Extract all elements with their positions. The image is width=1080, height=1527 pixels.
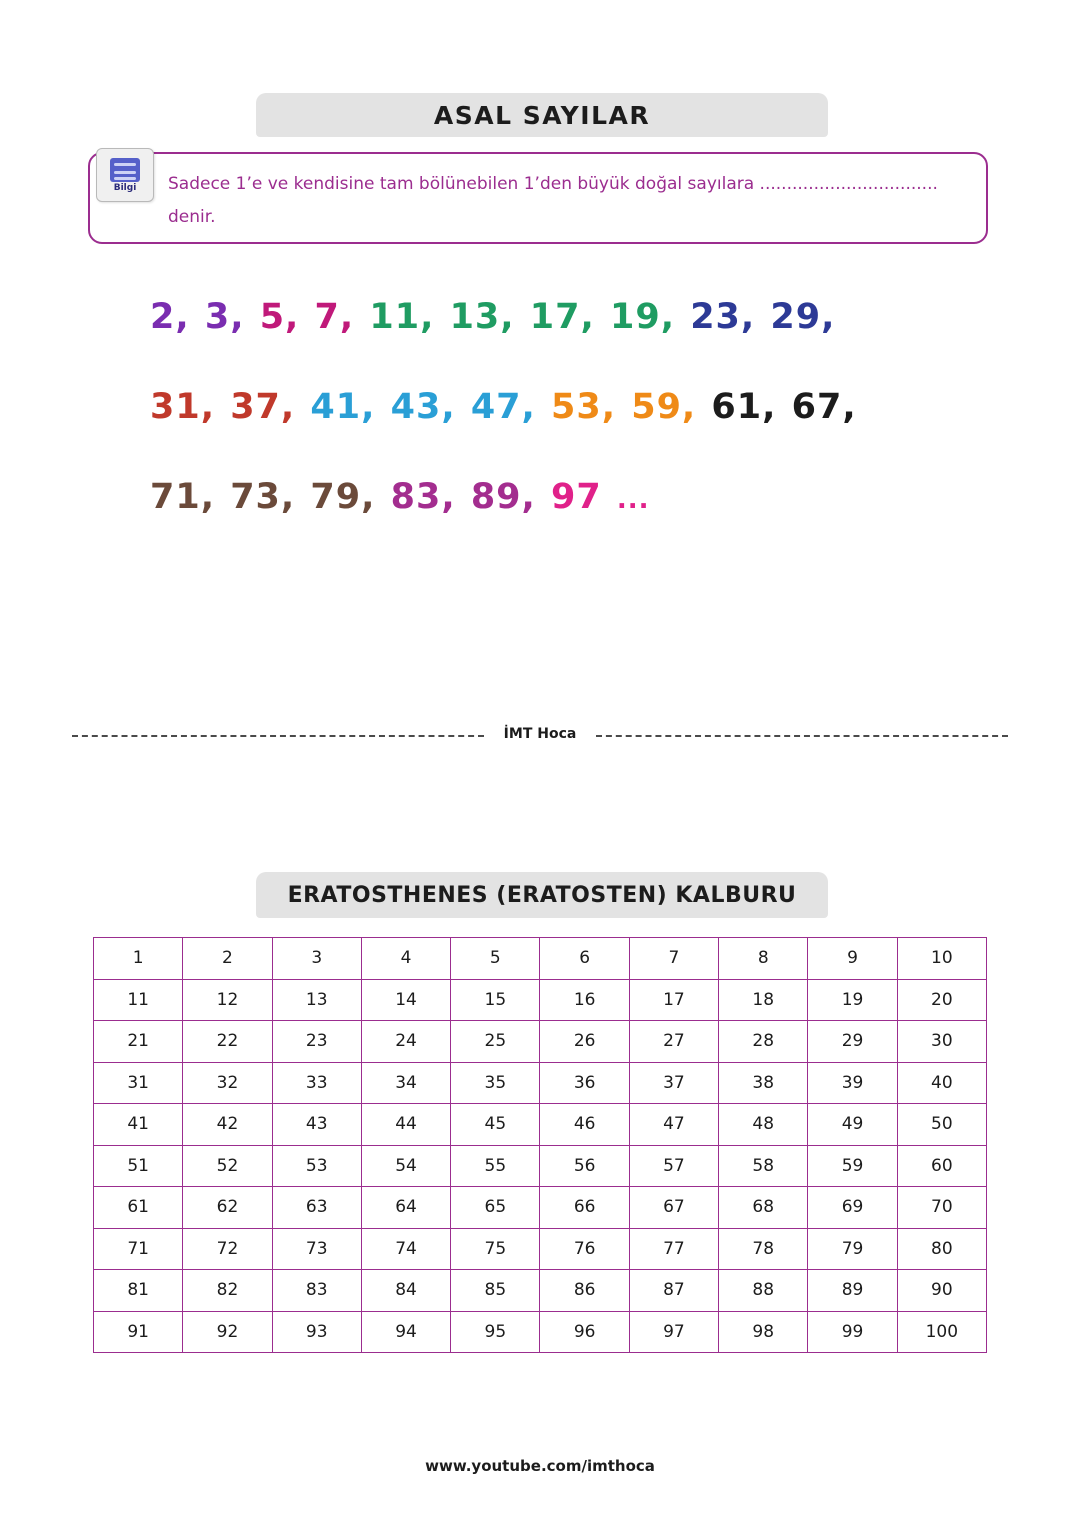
grid-cell[interactable]: 49: [808, 1104, 897, 1146]
grid-cell[interactable]: 56: [540, 1145, 629, 1187]
grid-cell[interactable]: 83: [272, 1270, 361, 1312]
grid-cell[interactable]: 90: [897, 1270, 986, 1312]
grid-cell[interactable]: 33: [272, 1062, 361, 1104]
info-box: [88, 152, 988, 244]
grid-cell[interactable]: 52: [183, 1145, 272, 1187]
grid-cell[interactable]: 28: [719, 1021, 808, 1063]
grid-cell[interactable]: 19: [808, 979, 897, 1021]
grid-cell[interactable]: 48: [719, 1104, 808, 1146]
grid-cell[interactable]: 68: [719, 1187, 808, 1229]
grid-cell[interactable]: 14: [361, 979, 450, 1021]
grid-cell[interactable]: 37: [629, 1062, 718, 1104]
grid-cell[interactable]: 99: [808, 1311, 897, 1353]
grid-cell[interactable]: 92: [183, 1311, 272, 1353]
grid-cell[interactable]: 87: [629, 1270, 718, 1312]
grid-cell[interactable]: 79: [808, 1228, 897, 1270]
grid-cell[interactable]: 34: [361, 1062, 450, 1104]
grid-cell[interactable]: 35: [451, 1062, 540, 1104]
grid-cell[interactable]: 97: [629, 1311, 718, 1353]
grid-cell[interactable]: 80: [897, 1228, 986, 1270]
prime-item: 37,: [230, 387, 296, 427]
grid-cell[interactable]: 70: [897, 1187, 986, 1229]
grid-cell[interactable]: 18: [719, 979, 808, 1021]
table-row: [94, 1228, 987, 1270]
grid-cell[interactable]: 76: [540, 1228, 629, 1270]
grid-cell[interactable]: 47: [629, 1104, 718, 1146]
grid-cell[interactable]: 59: [808, 1145, 897, 1187]
grid-cell[interactable]: 27: [629, 1021, 718, 1063]
grid-cell[interactable]: 57: [629, 1145, 718, 1187]
book-glyph: [110, 158, 140, 182]
grid-cell[interactable]: 63: [272, 1187, 361, 1229]
prime-line-2: [150, 362, 950, 452]
grid-cell[interactable]: 55: [451, 1145, 540, 1187]
grid-cell[interactable]: 21: [94, 1021, 183, 1063]
prime-item: 7,: [314, 297, 355, 337]
grid-cell[interactable]: 30: [897, 1021, 986, 1063]
prime-item: 29,: [770, 297, 836, 337]
sieve-title: ERATOSTHENES (ERATOSTEN) KALBURU: [287, 882, 797, 908]
grid-cell[interactable]: 43: [272, 1104, 361, 1146]
grid-cell[interactable]: 23: [272, 1021, 361, 1063]
grid-cell[interactable]: 26: [540, 1021, 629, 1063]
grid-cell[interactable]: 95: [451, 1311, 540, 1353]
table-row: [94, 938, 987, 980]
grid-cell[interactable]: 91: [94, 1311, 183, 1353]
grid-cell[interactable]: 96: [540, 1311, 629, 1353]
grid-cell[interactable]: 98: [719, 1311, 808, 1353]
grid-cell[interactable]: 50: [897, 1104, 986, 1146]
divider-line-right: [596, 735, 1008, 737]
grid-cell[interactable]: 22: [183, 1021, 272, 1063]
grid-cell[interactable]: 84: [361, 1270, 450, 1312]
grid-cell[interactable]: 66: [540, 1187, 629, 1229]
prime-item: 2,: [150, 297, 190, 337]
prime-item: 31,: [150, 387, 216, 427]
info-text: Sadece 1’e ve kendisine tam bölünebilen 1’den büyük doğal sayılara ................................. denir.: [168, 174, 938, 227]
grid-cell[interactable]: 71: [94, 1228, 183, 1270]
section-divider: [72, 726, 1008, 746]
page-title: ASAL SAYILAR: [433, 100, 651, 130]
grid-cell[interactable]: 12: [183, 979, 272, 1021]
sieve-grid-wrapper: [93, 937, 987, 1353]
grid-cell[interactable]: 2: [183, 938, 272, 980]
prime-item: 71,: [150, 477, 216, 517]
prime-item: 11,: [369, 297, 435, 337]
prime-item: 19,: [609, 297, 675, 337]
grid-cell[interactable]: 65: [451, 1187, 540, 1229]
prime-line-1: [150, 272, 950, 362]
prime-item: ...: [616, 485, 650, 515]
prime-item: 83,: [390, 477, 456, 517]
info-book-icon: [96, 148, 154, 202]
prime-item: 89,: [470, 477, 536, 517]
table-row: [94, 1311, 987, 1353]
table-row: [94, 1104, 987, 1146]
prime-number-list: [150, 272, 950, 545]
grid-cell[interactable]: 36: [540, 1062, 629, 1104]
prime-item: 79,: [310, 477, 376, 517]
grid-cell[interactable]: 64: [361, 1187, 450, 1229]
grid-cell[interactable]: 74: [361, 1228, 450, 1270]
grid-cell[interactable]: 40: [897, 1062, 986, 1104]
grid-cell[interactable]: 54: [361, 1145, 450, 1187]
grid-cell[interactable]: 73: [272, 1228, 361, 1270]
grid-cell[interactable]: 81: [94, 1270, 183, 1312]
prime-item: 73,: [230, 477, 296, 517]
grid-cell[interactable]: 42: [183, 1104, 272, 1146]
grid-cell[interactable]: 38: [719, 1062, 808, 1104]
grid-cell[interactable]: 85: [451, 1270, 540, 1312]
grid-cell[interactable]: 24: [361, 1021, 450, 1063]
grid-cell[interactable]: 100: [897, 1311, 986, 1353]
grid-cell[interactable]: 53: [272, 1145, 361, 1187]
prime-item: 61,: [711, 387, 777, 427]
table-row: [94, 1187, 987, 1229]
grid-cell[interactable]: 45: [451, 1104, 540, 1146]
grid-cell[interactable]: 31: [94, 1062, 183, 1104]
table-row: [94, 1021, 987, 1063]
grid-cell[interactable]: 3: [272, 938, 361, 980]
grid-cell[interactable]: 20: [897, 979, 986, 1021]
grid-cell[interactable]: 9: [808, 938, 897, 980]
prime-item: 5,: [259, 297, 300, 337]
table-row: [94, 1145, 987, 1187]
grid-cell[interactable]: 75: [451, 1228, 540, 1270]
sieve-title-banner: [256, 872, 828, 918]
grid-cell[interactable]: 6: [540, 938, 629, 980]
grid-cell[interactable]: 32: [183, 1062, 272, 1104]
sieve-number-grid: [93, 937, 987, 1353]
grid-cell[interactable]: 77: [629, 1228, 718, 1270]
grid-cell[interactable]: 82: [183, 1270, 272, 1312]
grid-cell[interactable]: 58: [719, 1145, 808, 1187]
grid-cell[interactable]: 1: [94, 938, 183, 980]
grid-cell[interactable]: 69: [808, 1187, 897, 1229]
grid-cell[interactable]: 29: [808, 1021, 897, 1063]
prime-item: 23,: [690, 297, 756, 337]
grid-cell[interactable]: 61: [94, 1187, 183, 1229]
prime-item: 13,: [449, 297, 515, 337]
table-row: [94, 1270, 987, 1312]
grid-cell[interactable]: 78: [719, 1228, 808, 1270]
grid-cell[interactable]: 89: [808, 1270, 897, 1312]
grid-cell[interactable]: 94: [361, 1311, 450, 1353]
grid-cell[interactable]: 41: [94, 1104, 183, 1146]
prime-item: 59,: [631, 387, 697, 427]
prime-line-3: [150, 452, 950, 545]
grid-cell[interactable]: 44: [361, 1104, 450, 1146]
grid-cell[interactable]: 8: [719, 938, 808, 980]
grid-cell[interactable]: 88: [719, 1270, 808, 1312]
grid-cell[interactable]: 25: [451, 1021, 540, 1063]
grid-cell[interactable]: 93: [272, 1311, 361, 1353]
grid-cell[interactable]: 51: [94, 1145, 183, 1187]
grid-cell[interactable]: 39: [808, 1062, 897, 1104]
grid-cell[interactable]: 16: [540, 979, 629, 1021]
prime-item: 3,: [204, 297, 245, 337]
grid-cell[interactable]: 5: [451, 938, 540, 980]
brand-label: İMT Hoca: [492, 726, 589, 742]
grid-cell[interactable]: 11: [94, 979, 183, 1021]
grid-cell[interactable]: 7: [629, 938, 718, 980]
prime-item: 97: [551, 477, 602, 517]
prime-item: 43,: [390, 387, 456, 427]
grid-cell[interactable]: 17: [629, 979, 718, 1021]
prime-item: 41,: [310, 387, 376, 427]
footer-url[interactable]: www.youtube.com/imthoca: [425, 1457, 655, 1475]
grid-cell[interactable]: 62: [183, 1187, 272, 1229]
grid-cell[interactable]: 10: [897, 938, 986, 980]
prime-item: 53,: [551, 387, 617, 427]
divider-line-left: [72, 735, 484, 737]
prime-item: 47,: [470, 387, 536, 427]
table-row: [94, 979, 987, 1021]
table-row: [94, 1062, 987, 1104]
grid-cell[interactable]: 67: [629, 1187, 718, 1229]
info-icon-label: Bilgi: [113, 182, 137, 193]
grid-cell[interactable]: 60: [897, 1145, 986, 1187]
page-title-banner: [256, 93, 828, 137]
grid-cell[interactable]: 4: [361, 938, 450, 980]
grid-cell[interactable]: 72: [183, 1228, 272, 1270]
grid-cell[interactable]: 46: [540, 1104, 629, 1146]
prime-item: 67,: [791, 387, 857, 427]
grid-cell[interactable]: 86: [540, 1270, 629, 1312]
grid-cell[interactable]: 15: [451, 979, 540, 1021]
grid-cell[interactable]: 13: [272, 979, 361, 1021]
prime-item: 17,: [529, 297, 595, 337]
